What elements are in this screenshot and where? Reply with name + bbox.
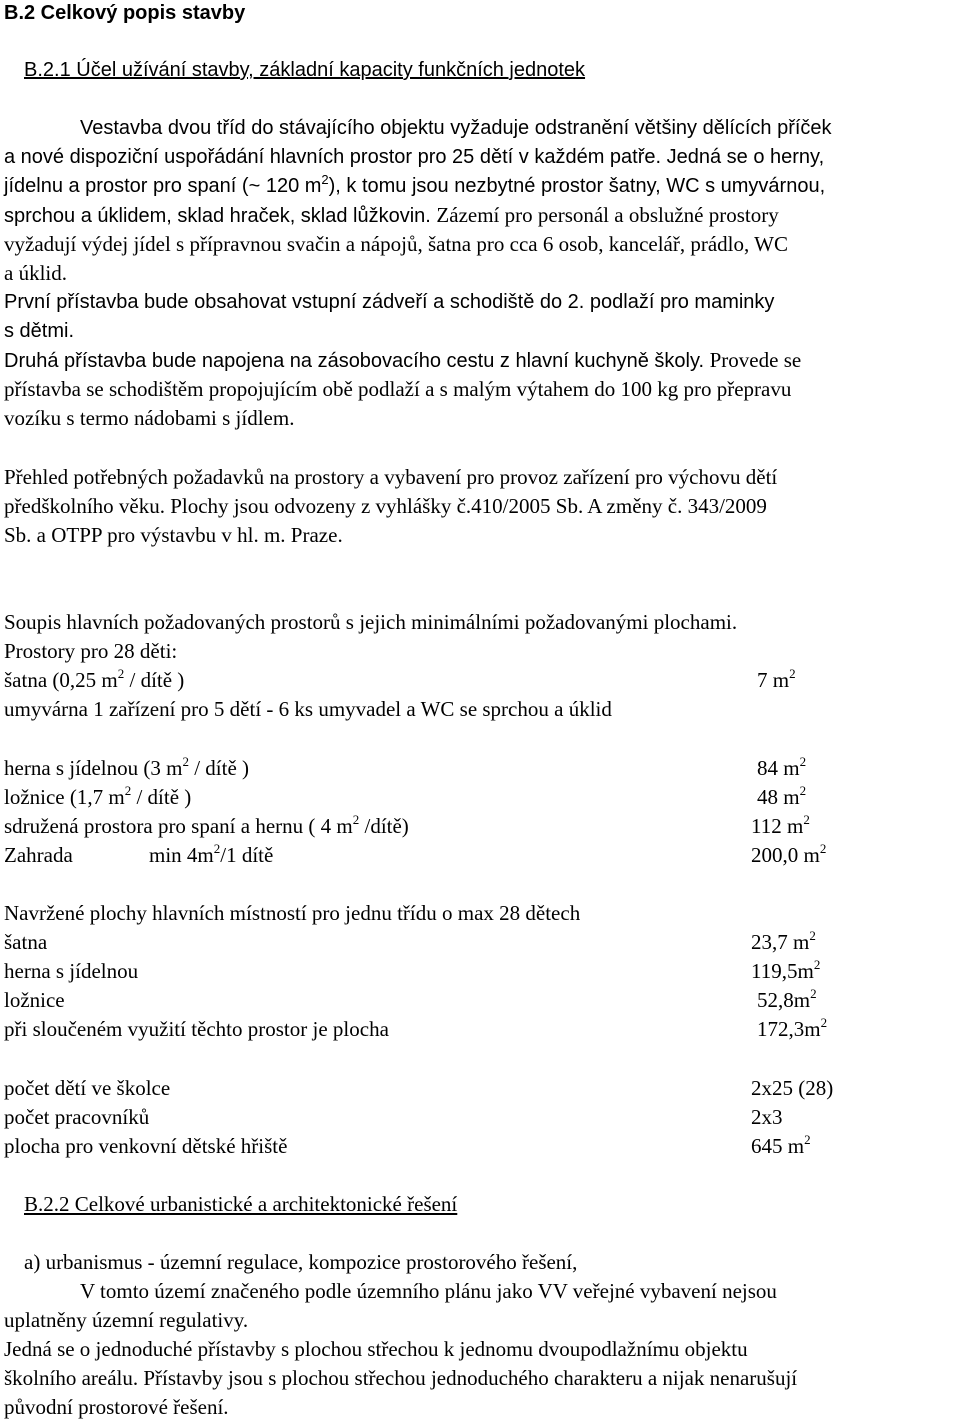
section-b21-title: B.2.1 Účel užívání stavby, základní kapacity funkčních jednotek [24,59,586,81]
proposed-row-value: $172,3m^2$ [757,1015,828,1041]
req-umyvarna: umyvárna 1 zařízení pro 5 dětí - 6 ks umyvadel a WC se sprchou a úklid [4,697,612,721]
req-herna-value: 84 $m^2$ [757,754,807,780]
proposed-title: Navržené plochy hlavních místností pro jednu třídu o max 28 dětech [4,901,581,925]
para1-line: Vestavba dvou tříd do stávajícího objektu vyžaduje odstranění většiny dělících příček [80,117,832,139]
document-heading: B.2 Celkový popis stavby [4,2,246,24]
proposed-row-label: šatna [4,930,48,954]
b22-line: uplatněny územní regulativy. [4,1308,249,1332]
para1-line: První přístavba bude obsahovat vstupní zádveří a schodiště do 2. podlaží pro maminky [4,291,775,313]
req-herna-label: herna s jídelnou (3 $m^2$ / dítě ) [4,754,250,780]
para1-line: s dětmi. [4,320,75,342]
requirements-title: Soupis hlavních požadovaných prostorů s jejich minimálními požadovanými plochami. [4,610,738,634]
para1-line: vozíku s termo nádobami s jídlem. [4,406,295,430]
req-loznice-label: ložnice (1,7 $m^2$ / dítě ) [4,783,192,809]
proposed-row-label: ložnice [4,988,65,1012]
para1-line: a úklid. [4,261,67,285]
proposed-row-label: herna s jídelnou [4,959,139,983]
para1-line: a nové dispoziční uspořádání hlavních prostor pro 25 dětí v každém patře. Jedná se o herny, [4,146,825,168]
para1-line: sprchou a úklidem, sklad hraček, sklad lůžkovin. Zázemí pro personál a obslužné prostory [4,203,779,227]
count-row-value: 2x3 [751,1105,783,1129]
para1-line: přístavba se schodištěm propojujícím obě podlaží a s malým výtahem do 100 kg pro přepravu [4,377,792,401]
count-row-value: 2x25 (28) [751,1076,834,1100]
count-row-label: plocha pro venkovní dětské hřiště [4,1134,288,1158]
proposed-row-value: $119,5m^2$ [751,957,821,983]
para2-line: Přehled potřebných požadavků na prostory a vybavení pro provoz zařízení pro výchovu dětí [4,465,778,489]
b22-line: V tomto území značeného podle územního plánu jako VV veřejné vybavení nejsou [80,1279,777,1303]
para1-line: jídelnu a prostor pro spaní (~ 120 $m^2$), k tomu jsou nezbytné prostor šatny, WC s umyvárnou, [4,172,826,197]
b22-line: školního areálu. Přístavby jsou s plochou střechou jednoduchého charakteru a nijak nenarušují [4,1366,798,1390]
para1-line: Druhá přístavba bude napojena na zásobovacího cestu z hlavní kuchyně školy. Provede se [4,348,802,372]
b22-line: Jedná se o jednoduché přístavby s plochou střechou k jednomu dvoupodlažnímu objektu [4,1337,748,1361]
req-zahrada-value: 200,0 $m^2$ [751,841,827,867]
para1-line: vyžadují výdej jídel s přípravnou svačin a nápojů, šatna pro cca 6 osob, kancelář, prádlo, WC [4,232,788,256]
proposed-row-value: $52,8m^2$ [757,986,817,1012]
count-row-value: 645 $m^2$ [751,1132,811,1158]
req-satna-label: šatna (0,25 $m^2$ / dítě ) [4,666,185,692]
b22-line: původní prostorové řešení. [4,1395,229,1419]
req-zahrada-note: $\min 4m^2/1$ dítě [149,841,274,867]
section-b22-title: B.2.2 Celkové urbanistické a architektonické řešení [24,1192,458,1216]
section-b22-subtitle-a: a) urbanismus - územní regulace, kompozice prostorového řešení, [24,1250,578,1274]
req-satna-value: 7 $m^2$ [757,666,796,692]
req-sdruzena-label: sdružená prostora pro spaní a hernu ( 4 $m^2$ /dítě) [4,812,409,838]
count-row-label: počet pracovníků [4,1105,150,1129]
requirements-subtitle: Prostory pro 28 děti: [4,639,178,663]
req-loznice-value: 48 $m^2$ [757,783,807,809]
proposed-row-value: 23,7 $m^2$ [751,928,816,954]
para2-line: Sb. a OTPP pro výstavbu v hl. m. Praze. [4,523,343,547]
req-zahrada-label: Zahrada [4,843,73,867]
proposed-row-label: při sloučeném využití těchto prostor je plocha [4,1017,389,1041]
para2-line: předškolního věku. Plochy jsou odvozeny z vyhlášky č.410/2005 Sb. A změny č. 343/2009 [4,494,767,518]
count-row-label: počet dětí ve školce [4,1076,171,1100]
req-sdruzena-value: 112 $m^2$ [751,812,810,838]
